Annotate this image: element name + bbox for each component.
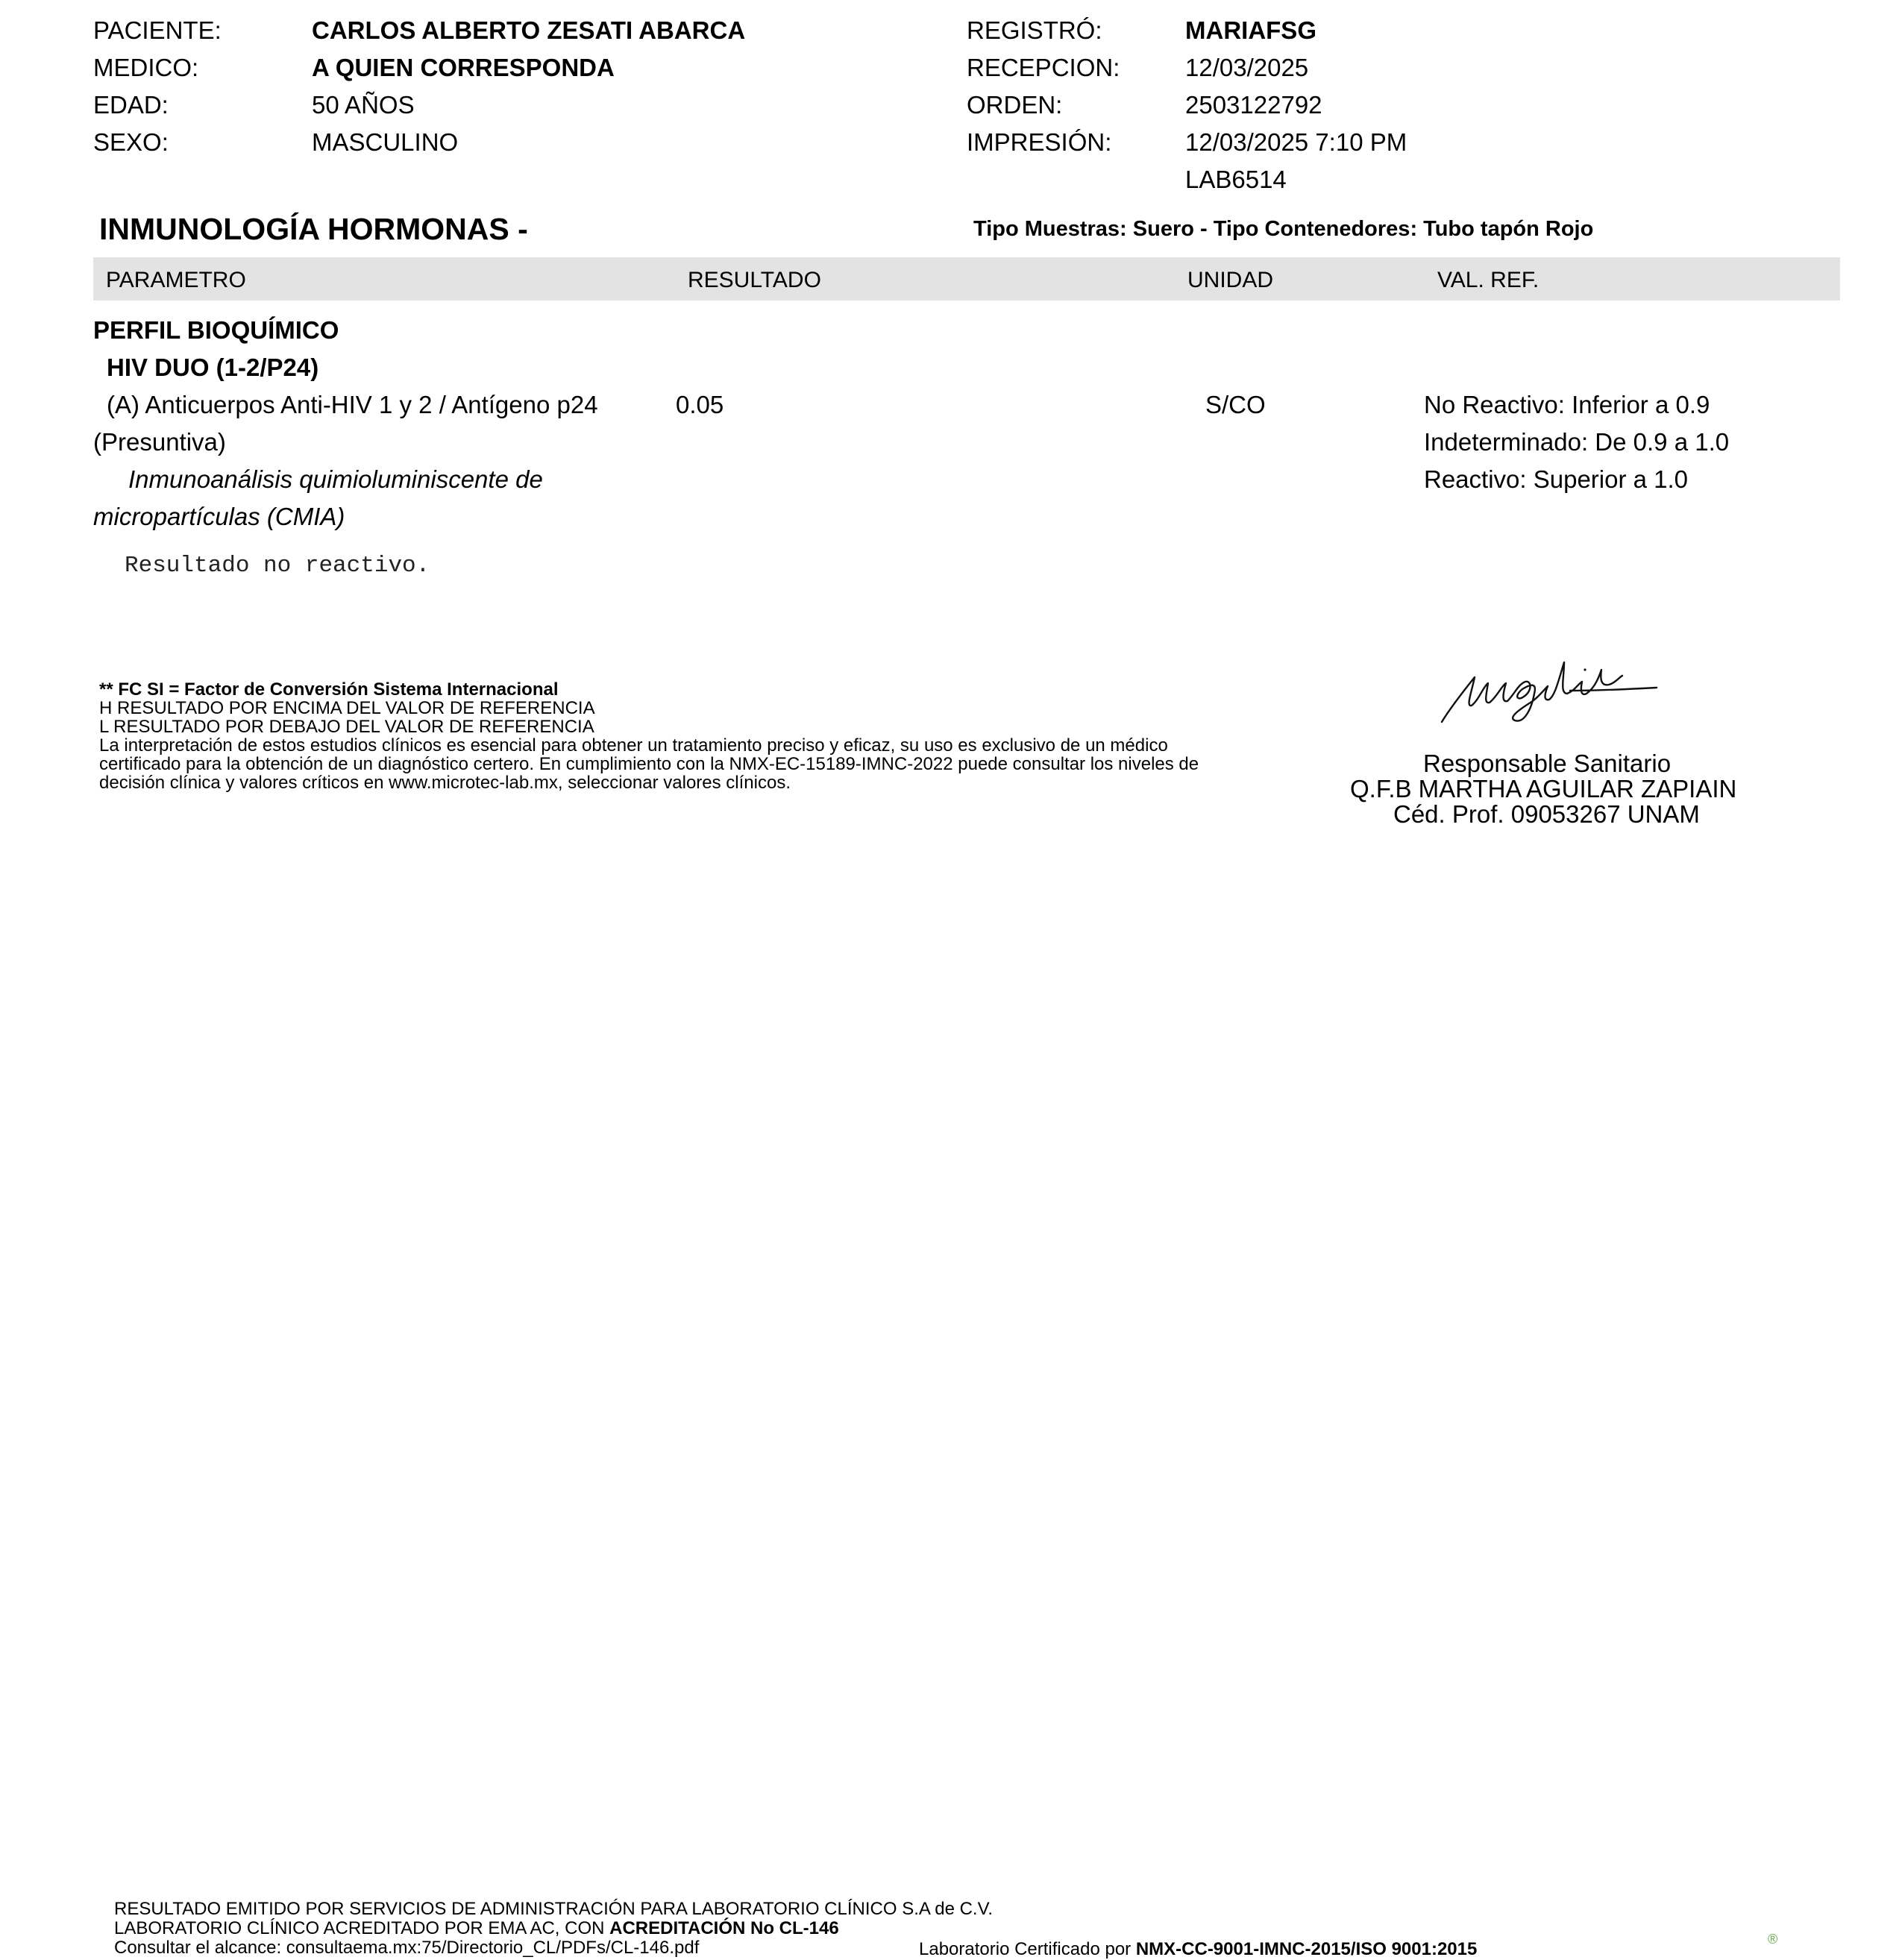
header-resultado: RESULTADO [688, 268, 821, 292]
interpretation-line: La interpretación de estos estudios clínicos es esencial para obtener un tratamiento preciso y eficaz, su uso es exclusivo de un médico [99, 735, 1168, 756]
ref-line: No Reactivo: Inferior a 0.9 [1424, 391, 1710, 418]
edad-value: 50 AÑOS [312, 91, 415, 119]
method-line-1: Inmunoanálisis quimioluminiscente de [128, 465, 543, 493]
h-note: H RESULTADO POR ENCIMA DEL VALOR DE REFERENCIA [99, 698, 595, 718]
interpretation-line: decisión clínica y valores críticos en www.microtec-lab.mx, seleccionar valores clínicos. [99, 773, 791, 793]
signature-image [1436, 647, 1660, 729]
signature-cedula: Céd. Prof. 09053267 UNAM [1393, 800, 1700, 828]
table-header [93, 257, 1840, 301]
sexo-label: SEXO: [93, 128, 169, 156]
footer-issuer: RESULTADO EMITIDO POR SERVICIOS DE ADMINISTRACIÓN PARA LABORATORIO CLÍNICO S.A de C.V. [114, 1899, 994, 1919]
signature-name: Q.F.B MARTHA AGUILAR ZAPIAIN [1350, 775, 1737, 802]
signature-role: Responsable Sanitario [1423, 750, 1672, 777]
l-note: L RESULTADO POR DEBAJO DEL VALOR DE REFERENCIA [99, 717, 594, 737]
orden-value: 2503122792 [1185, 91, 1322, 119]
impresion-value: 12/03/2025 7:10 PM [1185, 128, 1407, 156]
signature-graphic [1436, 647, 1660, 729]
registro-value: MARIAFSG [1185, 16, 1316, 44]
parameter-name-cont: (Presuntiva) [93, 428, 226, 456]
footer-certification-text: Laboratorio Certificado por [919, 1939, 1136, 1959]
registro-label: REGISTRÓ: [967, 16, 1102, 44]
impresion-label: IMPRESIÓN: [967, 128, 1112, 156]
header-parametro: PARAMETRO [106, 268, 246, 292]
footer-accreditation-text: LABORATORIO CLÍNICO ACREDITADO POR EMA AC, CON [114, 1918, 610, 1938]
footer-certification-standard: NMX-CC-9001-IMNC-2015/ISO 9001:2015 [1135, 1939, 1478, 1959]
section-title: INMUNOLOGÍA HORMONAS - [99, 212, 528, 246]
footer-accreditation-number: ACREDITACIÓN No CL-146 [609, 1918, 839, 1938]
medico-value: A QUIEN CORRESPONDA [312, 54, 615, 81]
header-val-ref: VAL. REF. [1437, 268, 1540, 292]
sexo-value: MASCULINO [312, 128, 459, 156]
medico-label: MEDICO: [93, 54, 199, 81]
edad-label: EDAD: [93, 91, 169, 119]
unit-value: S/CO [1205, 391, 1266, 418]
footer-accreditation [114, 1918, 839, 1939]
lab-code: LAB6514 [1185, 166, 1287, 193]
ref-line: Reactivo: Superior a 1.0 [1424, 465, 1689, 493]
orden-label: ORDEN: [967, 91, 1063, 119]
recepcion-value: 12/03/2025 [1185, 54, 1309, 81]
sample-info: Tipo Muestras: Suero - Tipo Contenedores: Tubo tapón Rojo [973, 217, 1594, 241]
profile-title: PERFIL BIOQUÍMICO [93, 316, 339, 344]
header-unidad: UNIDAD [1187, 268, 1274, 292]
paciente-value: CARLOS ALBERTO ZESATI ABARCA [312, 16, 746, 44]
footer-scope-link: Consultar el alcance: consultaema.mx:75/Directorio_CL/PDFs/CL-146.pdf [114, 1938, 700, 1958]
method-line-2: micropartículas (CMIA) [93, 503, 345, 530]
footer-certification [919, 1939, 1477, 1960]
parameter-name: (A) Anticuerpos Anti-HIV 1 y 2 / Antígeno p24 [107, 391, 598, 418]
result-value: 0.05 [676, 391, 724, 418]
result-comment: Resultado no reactivo. [125, 553, 430, 579]
recepcion-label: RECEPCION: [967, 54, 1120, 81]
ref-line: Indeterminado: De 0.9 a 1.0 [1424, 428, 1730, 456]
interpretation-line: certificado para la obtención de un diagnóstico certero. En cumplimiento con la NMX-EC-15189-IMNC-2022 puede consultar los niveles de [99, 754, 1199, 774]
test-name: HIV DUO (1-2/P24) [107, 354, 319, 381]
paciente-label: PACIENTE: [93, 16, 222, 44]
fc-si-note: ** FC SI = Factor de Conversión Sistema Internacional [99, 679, 559, 700]
registered-mark: ® [1768, 1932, 1778, 1947]
